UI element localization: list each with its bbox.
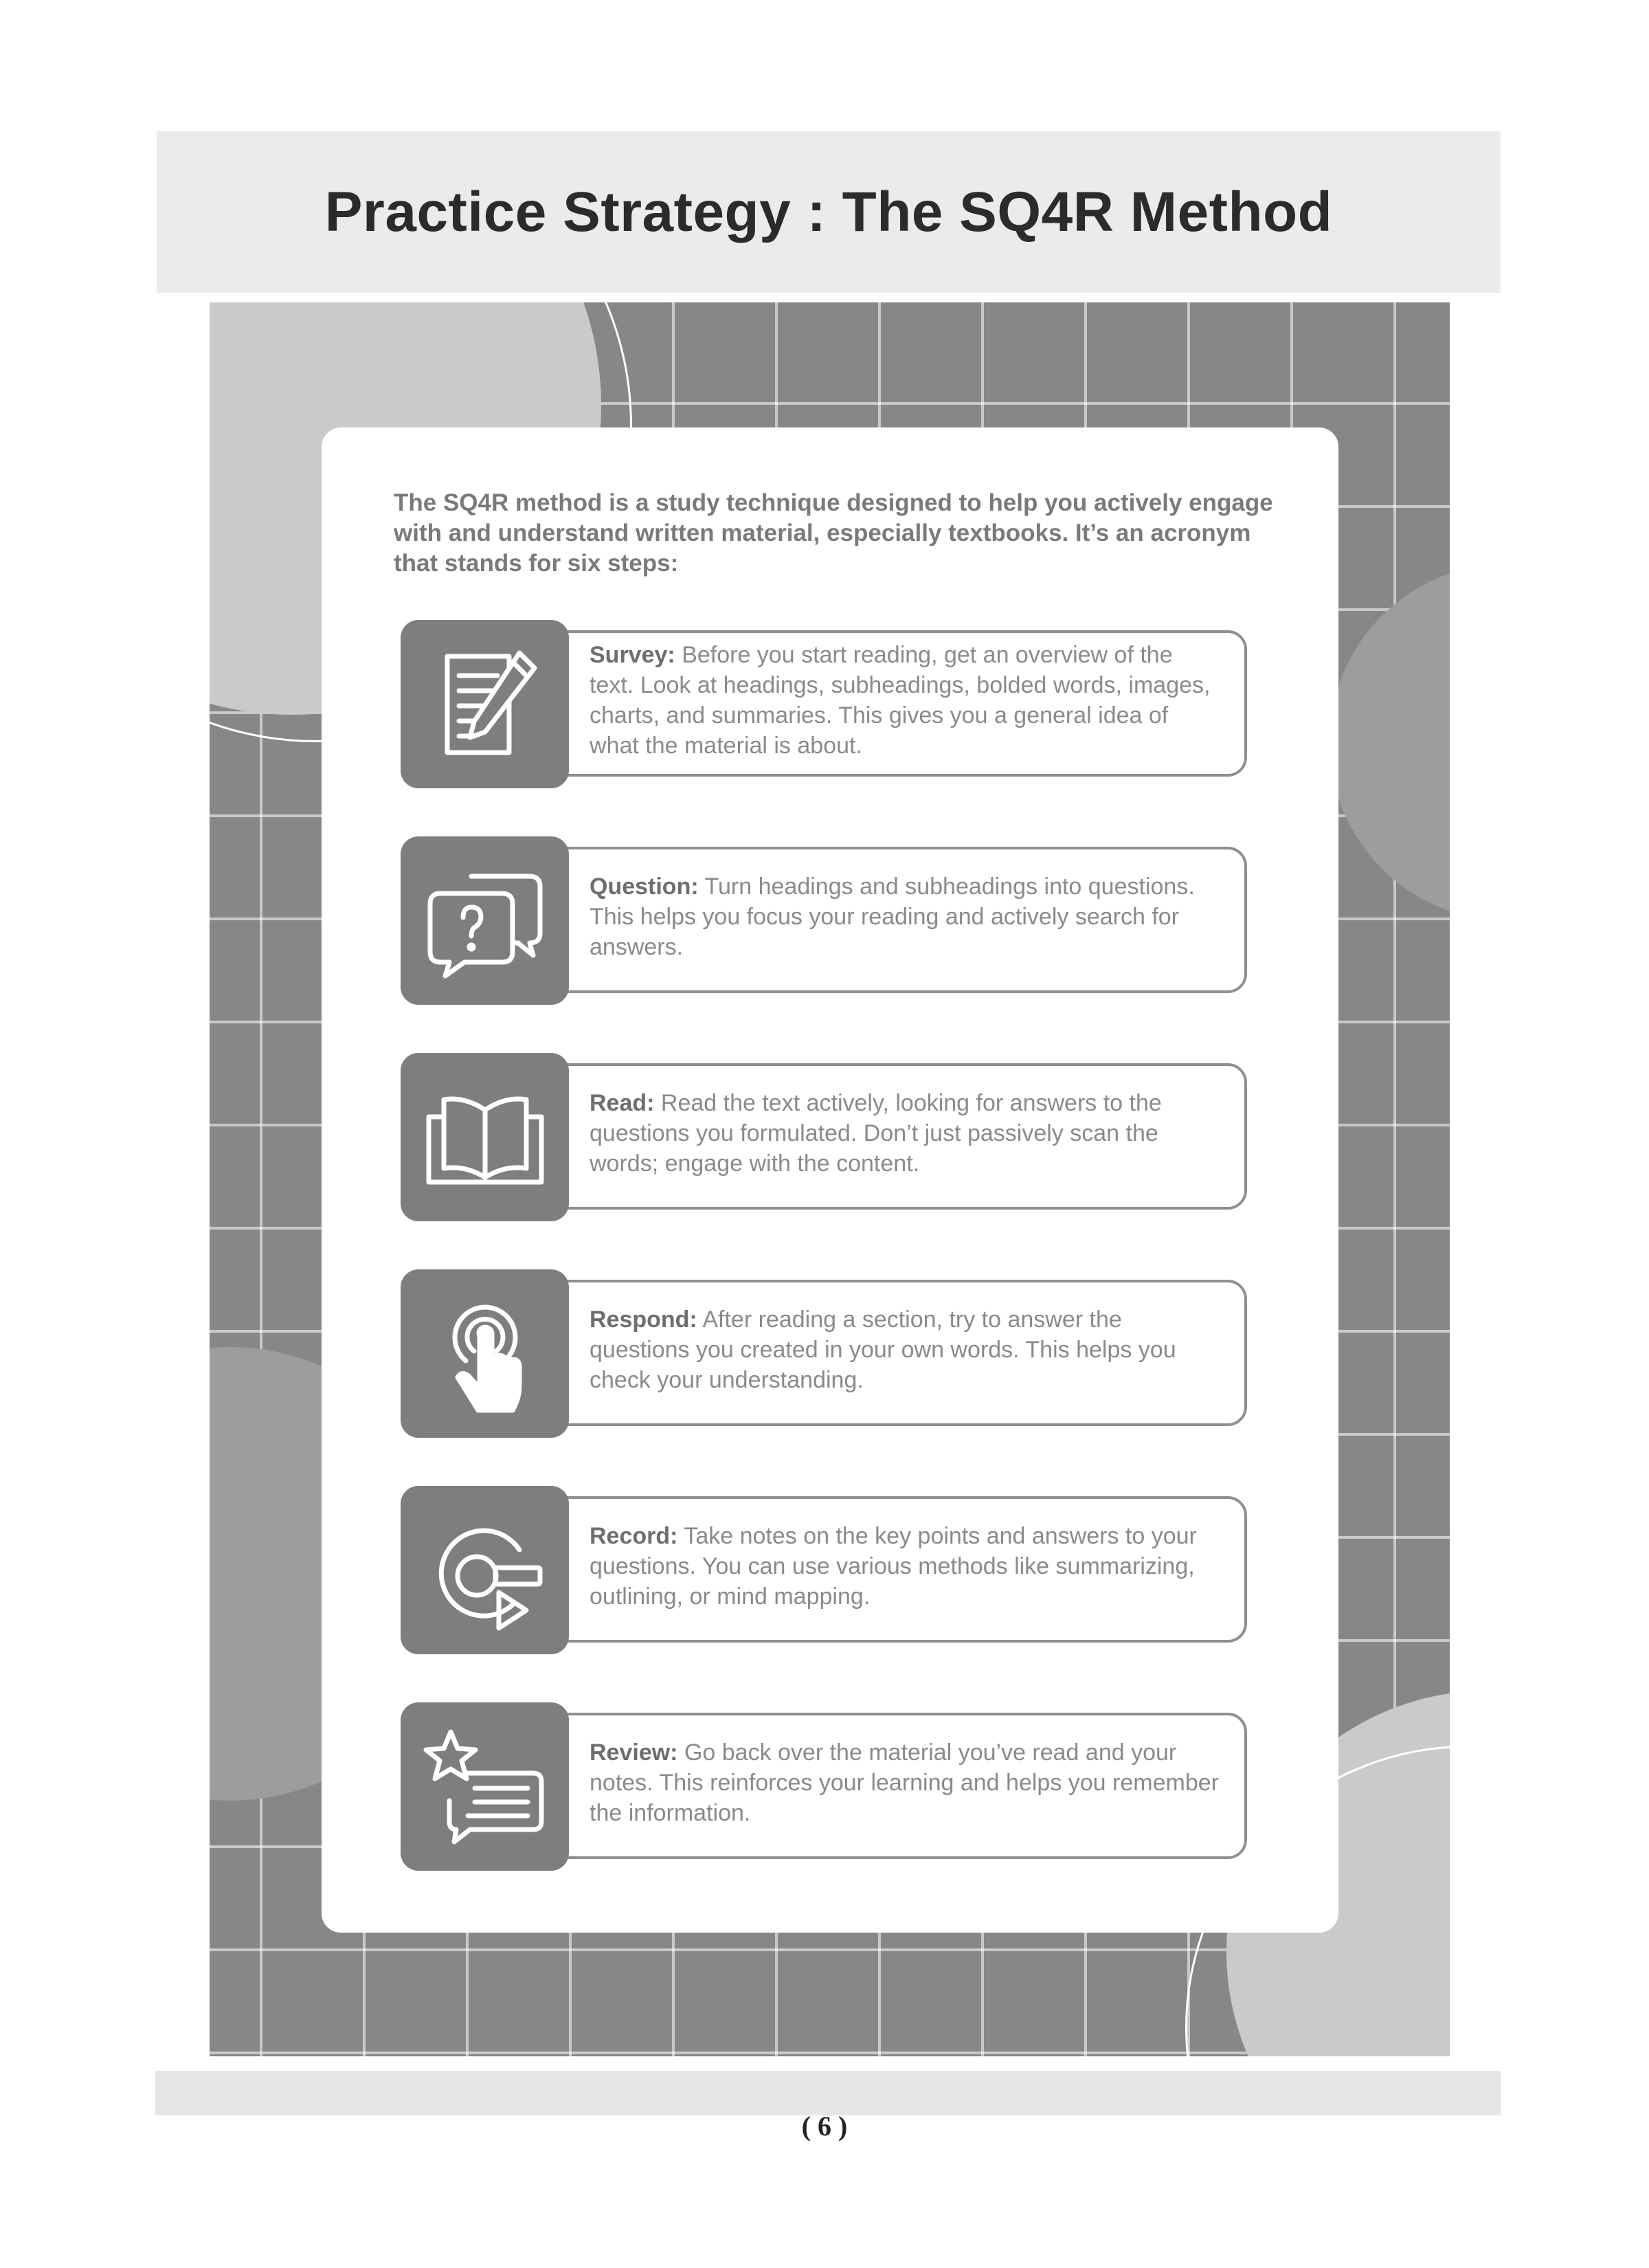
page-number: ( 6 ) (801, 2111, 848, 2142)
step-read (401, 1053, 1246, 1221)
step-survey (401, 620, 1246, 788)
touch-hand-icon (401, 1269, 569, 1438)
step-name: Read: (590, 1089, 655, 1116)
step-text (590, 1712, 1222, 1853)
step-review (401, 1702, 1246, 1871)
content-panel (210, 302, 1450, 2056)
footer-band (155, 2071, 1501, 2115)
step-text (590, 1496, 1222, 1636)
open-book-icon (401, 1053, 569, 1221)
step-description: Go back over the material you’ve read and your notes. This reinforces your learning and helps you remember the information. (590, 1739, 1219, 1826)
step-name: Respond: (590, 1306, 697, 1333)
step-text (590, 1063, 1222, 1203)
step-respond (401, 1269, 1246, 1438)
step-name: Question: (590, 873, 699, 900)
step-name: Review: (590, 1739, 678, 1766)
step-description: Before you start reading, get an overview of the text. Look at headings, subheadings, bolded words, images, charts, and summaries. This gives you a general idea of what the material is about. (590, 641, 1211, 759)
step-record (401, 1486, 1246, 1654)
step-name: Survey: (590, 641, 675, 668)
step-text (590, 846, 1222, 987)
decorative-circle-right (1330, 564, 1450, 921)
intro-text: The SQ4R method is a study technique designed to help you actively engage with and understand written material, especially textbooks. It’s an acronym that stands for six steps: (394, 489, 1273, 577)
step-description: Read the text actively, looking for answers to the questions you formulated. Don’t just passively scan the words; engage with the content. (590, 1089, 1162, 1177)
star-review-icon (401, 1702, 569, 1871)
step-question (401, 836, 1246, 1005)
question-speech-bubbles-icon (401, 836, 569, 1005)
title-band (157, 131, 1501, 293)
record-play-icon (401, 1486, 569, 1654)
step-text (590, 1279, 1222, 1420)
step-description: Take notes on the key points and answers to your questions. You can use various methods like summarizing, outlining, or mind mapping. (590, 1522, 1197, 1610)
document-pen-icon (401, 620, 569, 788)
sq4r-card (322, 427, 1338, 1933)
step-description: After reading a section, try to answer the questions you created in your own words. This helps you check your understanding. (590, 1306, 1176, 1393)
step-text (590, 630, 1222, 770)
step-description: Turn headings and subheadings into questions. This helps you focus your reading and actively search for answers. (590, 873, 1195, 960)
step-name: Record: (590, 1522, 678, 1549)
page-title: Practice Strategy : The SQ4R Method (324, 180, 1333, 243)
